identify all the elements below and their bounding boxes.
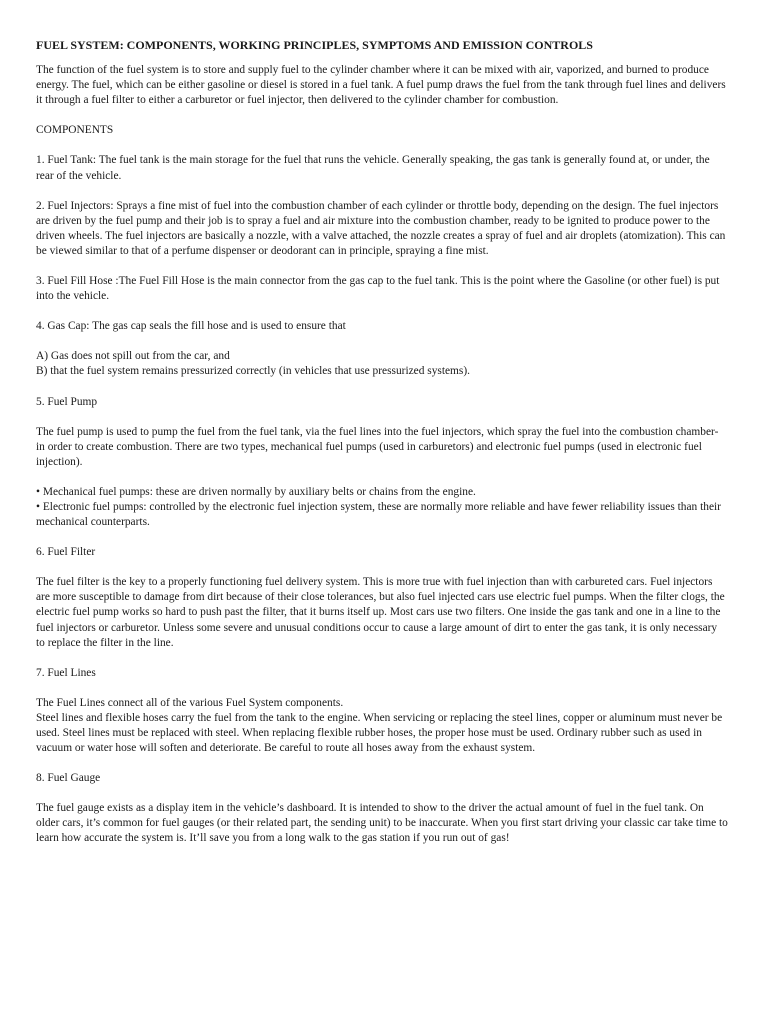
fuel-lines-text-1: The Fuel Lines connect all of the various Fuel System components. bbox=[36, 696, 344, 709]
fuel-fill-hose-paragraph: 3. Fuel Fill Hose :The Fuel Fill Hose is the main connector from the gas cap to the fuel tank. This is the point where the Gasoline (or other fuel) is put into the vehicle. bbox=[36, 275, 720, 303]
mechanical-pumps-item: • Mechanical fuel pumps: these are driven normally by auxiliary belts or chains from the engine. bbox=[36, 485, 476, 498]
gas-cap-list bbox=[36, 349, 728, 379]
fuel-gauge-paragraph: The fuel gauge exists as a display item in the vehicle’s dashboard. It is intended to show to the driver the actual amount of fuel in the fuel tank. On older cars, it’s common for fuel gauges (or their related part, the sending unit) to be inaccurate. When you first start driving your classic car take time to learn how accurate the system is. It’ll save you from a long walk to the gas station if you run out of gas! bbox=[36, 802, 728, 845]
fuel-filter-heading: 6. Fuel Filter bbox=[36, 546, 96, 559]
document-title: FUEL SYSTEM: COMPONENTS, WORKING PRINCIPLES, SYMPTOMS AND EMISSION CONTROLS bbox=[36, 38, 593, 52]
fuel-lines-heading: 7. Fuel Lines bbox=[36, 666, 96, 679]
intro-paragraph: The function of the fuel system is to store and supply fuel to the cylinder chamber where it can be mixed with air, vaporized, and burned to produce energy. The fuel, which can be either gasoline or diesel is stored in a fuel tank. A fuel pump draws the fuel from the tank through fuel lines and delivers it through a fuel filter to either a carburetor or fuel injector, then delivered to the cylinder chamber for combustion. bbox=[36, 64, 726, 107]
fuel-lines-text-2: Steel lines and flexible hoses carry the fuel from the tank to the engine. When servicing or replacing the steel lines, copper or aluminum must never be used. Steel lines must be replaced with steel. When replacing flexible rubber hoses, the proper hose must be used. Ordinary rubber such as used in vacuum or water hose will soften and deteriorate. Be careful to route all hoses away from the exhaust system. bbox=[36, 711, 723, 755]
components-heading: COMPONENTS bbox=[36, 124, 114, 137]
fuel-pump-paragraph: The fuel pump is used to pump the fuel from the fuel tank, via the fuel lines into the fuel injectors, which spray the fuel into the combustion chamber- in order to create combustion. There are two types, mechanical fuel pumps (used in carburetors) and electronic fuel pumps (used in electronic fuel injection). bbox=[36, 425, 719, 468]
electronic-pumps-item: • Electronic fuel pumps: controlled by the electronic fuel injection system, these are normally more reliable and have fewer reliability issues than their mechanical counterparts. bbox=[36, 500, 721, 529]
fuel-gauge-heading: 8. Fuel Gauge bbox=[36, 772, 101, 785]
fuel-filter-paragraph: The fuel filter is the key to a properly functioning fuel delivery system. This is more true with fuel injection than with carbureted cars. Fuel injectors are more susceptible to damage from dirt because of their close tolerances, but also fuel injected cars use electric fuel pumps. When the filter clogs, the electric fuel pump works so hard to push past the filter, that it burns itself up. Most cars use two filters. One inside the gas tank and one in a line to the fuel injectors or carburetor. Unless some severe and unusual conditions occur to cause a large amount of dirt to enter the gas tank, it is only necessary to replace the filter in the line. bbox=[36, 576, 725, 649]
fuel-pump-heading: 5. Fuel Pump bbox=[36, 395, 98, 408]
gas-cap-paragraph: 4. Gas Cap: The gas cap seals the fill hose and is used to ensure that bbox=[36, 320, 346, 333]
fuel-injectors-paragraph: 2. Fuel Injectors: Sprays a fine mist of fuel into the combustion chamber of each cylinder or throttle body, depending on the design. The fuel injectors are driven by the fuel pump and their job is to spray a fuel and air mixture into the combustion chamber, ready to be ignited to produce power to the driven wheels. The fuel injectors are basically a nozzle, with a valve attached, the nozzle creates a spray of fuel and air droplets (atomization). This can be viewed similar to that of a perfume dispenser or deodorant can in principle, spraying a fine mist. bbox=[36, 199, 726, 257]
gas-cap-item-a: A) Gas does not spill out from the car, and bbox=[36, 350, 230, 363]
fuel-pump-types-list bbox=[36, 485, 728, 530]
gas-cap-item-b: B) that the fuel system remains pressurized correctly (in vehicles that use pressurized systems). bbox=[36, 365, 470, 378]
fuel-tank-paragraph: 1. Fuel Tank: The fuel tank is the main storage for the fuel that runs the vehicle. Generally speaking, the gas tank is generally found at, or under, the rear of the vehicle. bbox=[36, 154, 710, 182]
fuel-lines-paragraph bbox=[36, 696, 728, 756]
